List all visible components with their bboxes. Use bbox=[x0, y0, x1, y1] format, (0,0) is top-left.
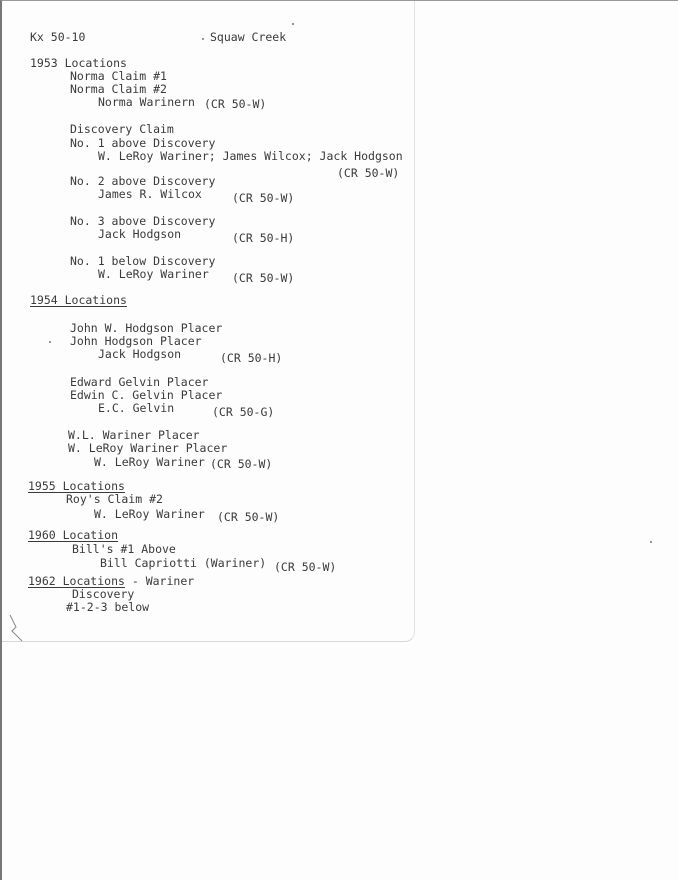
scan-speck bbox=[292, 23, 294, 25]
scan-speck bbox=[49, 341, 51, 343]
entry-line: John W. Hodgson Placer bbox=[70, 321, 223, 335]
entry-line: W. LeRoy Wariner Placer bbox=[68, 441, 228, 455]
entry-line: No. 3 above Discovery bbox=[70, 214, 216, 228]
record-ref: (CR 50-W) bbox=[217, 510, 280, 524]
entry-owner: Norma Warinern bbox=[98, 95, 195, 109]
record-ref: (CR 50-W) bbox=[274, 560, 337, 574]
torn-corner-mark bbox=[8, 613, 30, 643]
section-1954-heading: 1954 Locations bbox=[30, 293, 127, 307]
entry-owner: Bill Capriotti (Wariner) bbox=[100, 556, 267, 570]
entry-line: John Hodgson Placer bbox=[70, 334, 202, 348]
section-1955-heading: 1955 Locations bbox=[28, 479, 125, 493]
entry-owner: Jack Hodgson bbox=[98, 227, 182, 241]
entry-line: Norma Claim #2 bbox=[70, 82, 167, 96]
entry-line: Edward Gelvin Placer bbox=[70, 375, 209, 389]
record-ref: (CR 50-H) bbox=[220, 351, 283, 365]
entry-line: Discovery bbox=[72, 587, 135, 601]
entry-line: No. 2 above Discovery bbox=[70, 174, 216, 188]
file-number: Kx 50-10 bbox=[30, 30, 86, 44]
section-1962-owner: - Wariner bbox=[124, 574, 195, 588]
location-title: Squaw Creek bbox=[210, 30, 287, 44]
scan-speck bbox=[650, 541, 652, 543]
section-1953-heading: 1953 Locations bbox=[30, 56, 127, 70]
scan-speck bbox=[202, 38, 204, 40]
entry-owner: James R. Wilcox bbox=[98, 187, 202, 201]
record-ref: (CR 50-G) bbox=[212, 405, 275, 419]
record-ref: (CR 50-W) bbox=[232, 191, 295, 205]
entry-line: Edwin C. Gelvin Placer bbox=[70, 388, 223, 402]
entry-owner: E.C. Gelvin bbox=[98, 401, 175, 415]
entry-line: No. 1 below Discovery bbox=[70, 254, 216, 268]
entry-owner: W. LeRoy Wariner; James Wilcox; Jack Hodgson bbox=[98, 149, 403, 163]
entry-line: Norma Claim #1 bbox=[70, 69, 167, 83]
entry-line: No. 1 above Discovery bbox=[70, 136, 216, 150]
record-ref: (CR 50-W) bbox=[210, 457, 273, 471]
entry-line: Bill's #1 Above bbox=[72, 542, 176, 556]
entry-line: Roy's Claim #2 bbox=[66, 492, 163, 506]
record-ref: (CR 50-W) bbox=[204, 97, 267, 111]
section-1962-label: 1962 Locations bbox=[28, 574, 125, 588]
record-ref: (CR 50-H) bbox=[232, 231, 295, 245]
entry-owner: W. LeRoy Wariner bbox=[98, 267, 209, 281]
entry-line: W.L. Wariner Placer bbox=[68, 428, 200, 442]
entry-owner: W. LeRoy Wariner bbox=[94, 455, 205, 469]
record-ref: (CR 50-W) bbox=[337, 166, 400, 180]
entry-owner: Jack Hodgson bbox=[98, 347, 182, 361]
section-1960-heading: 1960 Location bbox=[28, 528, 119, 542]
record-ref: (CR 50-W) bbox=[232, 271, 295, 285]
entry-owner: W. LeRoy Wariner bbox=[94, 507, 205, 521]
entry-line: Discovery Claim bbox=[70, 122, 174, 136]
entry-line: #1-2-3 below bbox=[66, 600, 150, 614]
